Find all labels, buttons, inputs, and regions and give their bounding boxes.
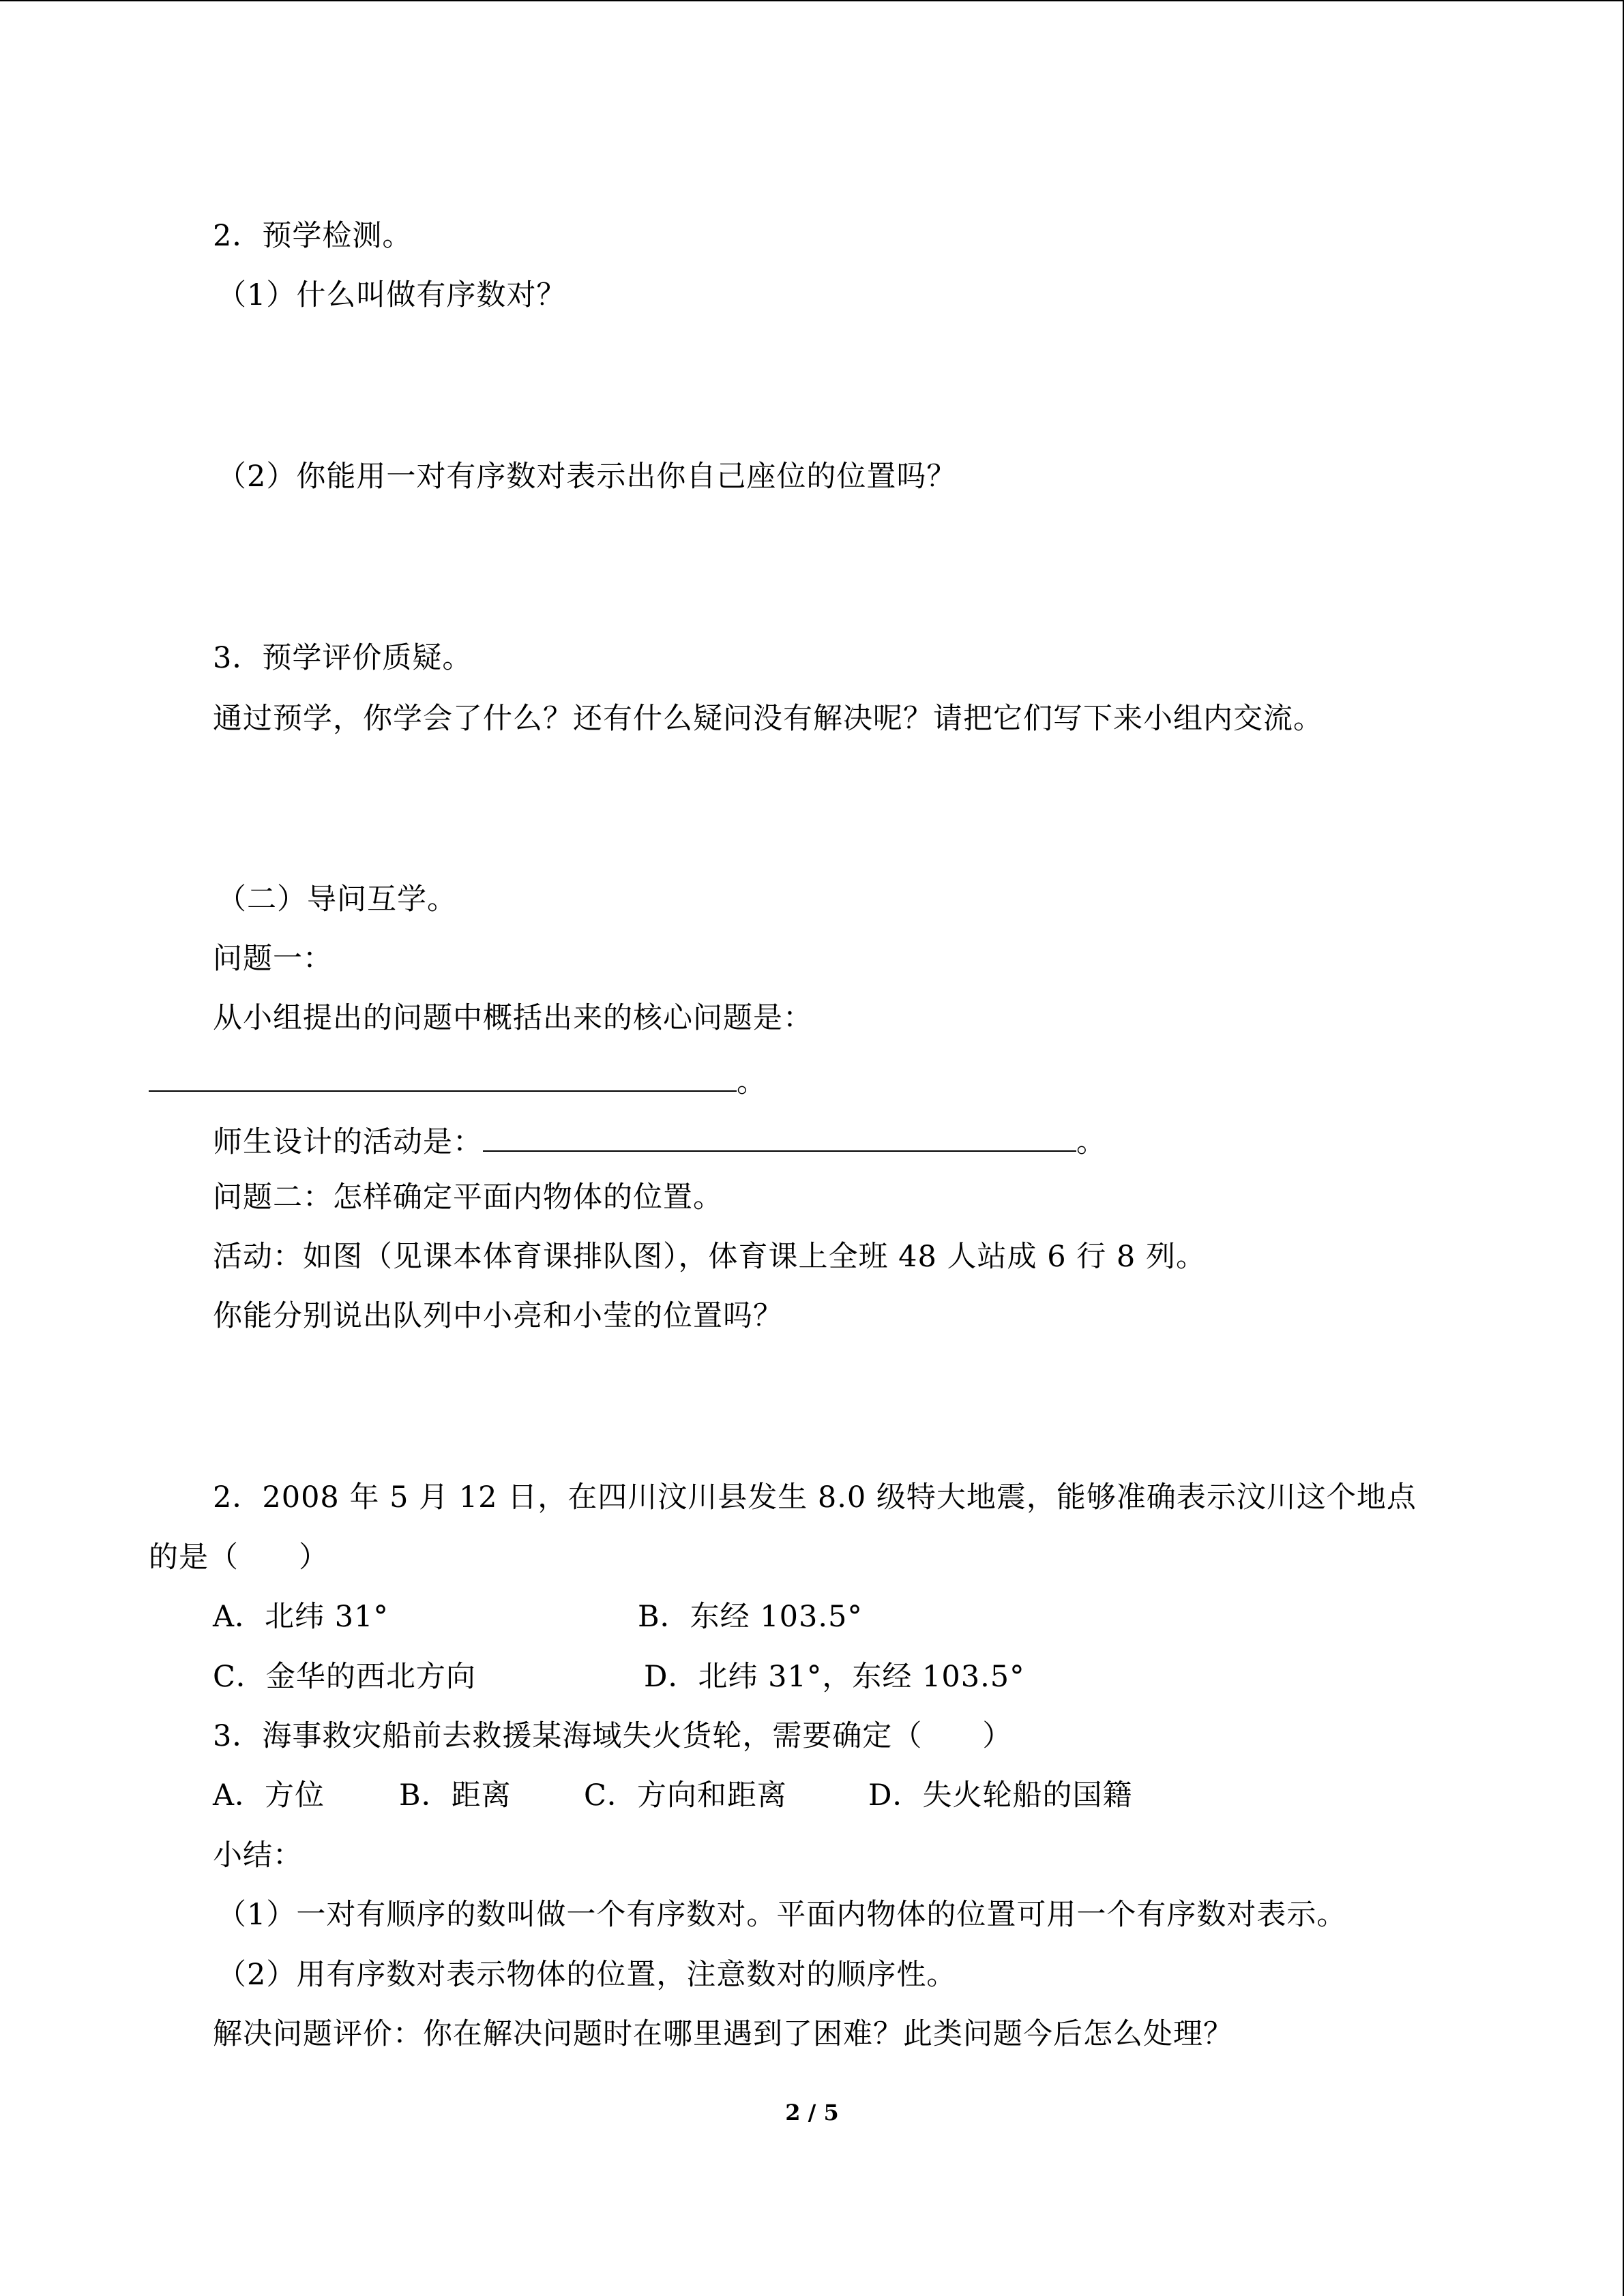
exercise-3-option-b: B．距离 [399,1778,512,1813]
guided-heading: （二）导问互学。 [217,882,457,916]
summary-evaluation: 解决问题评价：你在解决问题时在哪里遇到了困难？此类问题今后怎么处理？ [213,2017,1233,2051]
preview-question-2: （2）你能用一对有序数对表示出你自己座位的位置吗？ [217,460,957,494]
exercise-2-stem-line-2: 的是（ ） [149,1540,329,1575]
core-question-answer-line [149,1059,767,1101]
summary-point-1: （1）一对有顺序的数叫做一个有序数对。平面内物体的位置可用一个有序数对表示。 [217,1898,1347,1932]
core-question-prompt: 从小组提出的问题中概括出来的核心问题是： [213,1001,813,1035]
preview-eval-heading: 3．预学评价质疑。 [213,641,473,675]
preview-question-1: （1）什么叫做有序数对？ [217,278,567,312]
exercise-3-option-a: A．方位 [213,1778,325,1813]
activity-design-line [213,1119,1106,1161]
exercise-2-option-a: A．北纬 31° [213,1600,389,1634]
activity-question: 你能分别说出队列中小亮和小莹的位置吗？ [213,1299,783,1333]
exercise-2-option-b: B．东经 103.5° [638,1600,863,1634]
core-question-blank[interactable] [149,1059,737,1092]
activity-text: 活动：如图（见课本体育课排队图），体育课上全班 48 人站成 6 行 8 列。 [213,1240,1206,1274]
preview-eval-text: 通过预学，你学会了什么？还有什么疑问没有解决呢？请把它们写下来小组内交流。 [213,702,1323,736]
summary-label: 小结： [213,1838,303,1873]
exercise-2-stem-line-1: 2．2008 年 5 月 12 日，在四川汶川县发生 8.0 级特大地震，能够准确表示汶川这个地点 [213,1480,1417,1515]
activity-design-end: 。 [1076,1125,1106,1159]
exercise-2-option-d: D．北纬 31°，东经 103.5° [644,1660,1025,1694]
summary-point-2: （2）用有序数对表示物体的位置，注意数对的顺序性。 [217,1958,957,1992]
page-number: 2 / 5 [785,2100,839,2126]
preview-check-heading: 2．预学检测。 [213,219,413,253]
activity-design-blank[interactable] [483,1119,1076,1152]
exercise-3-stem: 3．海事救灾船前去救援某海域失火货轮，需要确定（ ） [213,1719,1013,1753]
problem-1-label: 问题一： [213,942,333,976]
exercise-3-option-c: C．方向和距离 [584,1778,787,1813]
exercise-2-option-c: C．金华的西北方向 [213,1660,476,1694]
core-question-end: 。 [737,1065,767,1099]
activity-design-label: 师生设计的活动是： [213,1125,483,1159]
exercise-3-option-d: D．失火轮船的国籍 [868,1778,1133,1813]
problem-2: 问题二：怎样确定平面内物体的位置。 [213,1180,723,1214]
